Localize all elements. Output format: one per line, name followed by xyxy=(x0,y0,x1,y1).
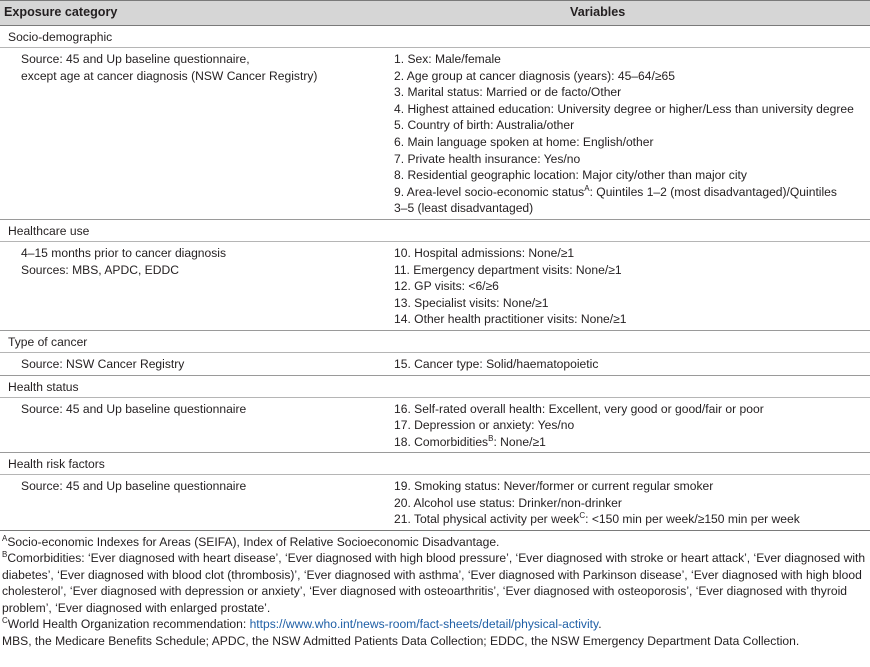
variable-item: 8. Residential geographic location: Major city/other than major city xyxy=(394,168,747,183)
variable-item: 21. Total physical activity per week$^C$: <150 min per week/≥150 min per week xyxy=(394,511,800,527)
source-line: Sources: MBS, APDC, EDDC xyxy=(21,262,179,277)
variable-item: 17. Depression or anxiety: Yes/no xyxy=(394,418,575,433)
who-link[interactable]: https://www.who.int/news-room/fact-sheets/detail/physical-activity xyxy=(249,617,599,632)
section-source xyxy=(0,478,374,528)
variable-item: 3. Marital status: Married or de facto/Other xyxy=(394,85,622,100)
variable-item: 10. Hospital admissions: None/≥1 xyxy=(394,245,575,260)
table-header xyxy=(0,0,870,26)
footnote-b: $^B$Comorbidities: ‘Ever diagnosed with heart disease’, ‘Ever diagnosed with high blood pressure’, ‘Ever diagnosed with stroke or heart attack’, ‘Ever diagnosed with diabetes’, ‘Ever diagnosed with blood clot (thrombosis)’, ‘Ever diagnosed with asthma’, ‘Ever diagnosed with Parkinson disease’, ‘Ever diagnosed with high blood cholesterol’, ‘Ever diagnosed with depression or anxiety’, ‘Ever diagnosed with osteoarthritis’, ‘Ever diagnosed with osteoporosis’, ‘Ever diagnosed with thyroid problem’, ‘Ever diagnosed with enlarged prostate’. xyxy=(2,550,866,615)
variable-item: 9. Area-level socio-economic status$^A$: Quintiles 1–2 (most disadvantaged)/Quintiles 3–5 (least disadvantaged) xyxy=(394,183,837,216)
variable-item: 16. Self-rated overall health: Excellent, very good or good/fair or poor xyxy=(394,401,764,416)
source-line: except age at cancer diagnosis (NSW Cancer Registry) xyxy=(21,68,318,83)
variable-item: 7. Private health insurance: Yes/no xyxy=(394,151,581,166)
variable-item: 4. Highest attained education: University degree or higher/Less than university degree xyxy=(394,101,854,116)
variable-item: 15. Cancer type: Solid/haematopoietic xyxy=(394,356,599,371)
source-line: Source: 45 and Up baseline questionnaire xyxy=(21,401,247,416)
footnote-a: $^A$Socio-economic Indexes for Areas (SEIFA), Index of Relative Socioeconomic Disadvantage. xyxy=(2,534,500,550)
source-line: Source: NSW Cancer Registry xyxy=(21,356,185,371)
section-source xyxy=(0,401,374,451)
section-socio-demographic xyxy=(0,26,870,220)
variable-item: 14. Other health practitioner visits: None/≥1 xyxy=(394,312,627,327)
variable-item: 11. Emergency department visits: None/≥1 xyxy=(394,262,622,277)
variable-item: 2. Age group at cancer diagnosis (years): 45–64/≥65 xyxy=(394,68,675,83)
variable-item: 12. GP visits: <6/≥6 xyxy=(394,279,499,294)
section-health-status xyxy=(0,376,870,454)
variable-item: 13. Specialist visits: None/≥1 xyxy=(394,295,549,310)
section-title: Type of cancer xyxy=(0,331,870,353)
variable-item: 19. Smoking status: Never/former or current regular smoker xyxy=(394,479,714,494)
variable-item: 20. Alcohol use status: Drinker/non-drinker xyxy=(394,495,622,510)
variable-list xyxy=(374,356,848,373)
section-title: Health risk factors xyxy=(0,453,870,475)
section-source xyxy=(0,245,374,328)
section-title: Health status xyxy=(0,376,870,398)
header-exposure-category: Exposure category xyxy=(4,5,118,19)
table-footnotes xyxy=(0,531,870,649)
section-title: Healthcare use xyxy=(0,220,870,242)
variable-item: 6. Main language spoken at home: English/other xyxy=(394,134,654,149)
variable-list xyxy=(374,478,848,528)
section-title: Socio-demographic xyxy=(0,26,870,48)
source-line: Source: 45 and Up baseline questionnaire, xyxy=(21,52,250,66)
variable-item: 5. Country of birth: Australia/other xyxy=(394,118,575,133)
footnote-abbreviations: MBS, the Medicare Benefits Schedule; APDC, the NSW Admitted Patients Data Collection; EDDC, the NSW Emergency Department Data Collection. xyxy=(2,633,800,648)
variable-list xyxy=(374,51,854,217)
section-source xyxy=(0,51,374,217)
section-health-risk-factors xyxy=(0,453,870,531)
variable-item: 18. Comorbidities$^B$: None/≥1 xyxy=(394,433,546,449)
variable-item: 1. Sex: Male/female xyxy=(394,52,501,66)
variable-list xyxy=(374,245,848,328)
variable-list xyxy=(374,401,848,451)
section-source xyxy=(0,356,374,373)
source-line: Source: 45 and Up baseline questionnaire xyxy=(21,479,247,494)
section-type-of-cancer xyxy=(0,331,870,376)
section-healthcare-use xyxy=(0,220,870,331)
source-line: 4–15 months prior to cancer diagnosis xyxy=(21,245,227,260)
footnote-c: $^C$World Health Organization recommendation: https://www.who.int/news-room/fact-sheets/detail/physical-activity. xyxy=(2,616,602,632)
header-variables: Variables xyxy=(570,5,626,19)
